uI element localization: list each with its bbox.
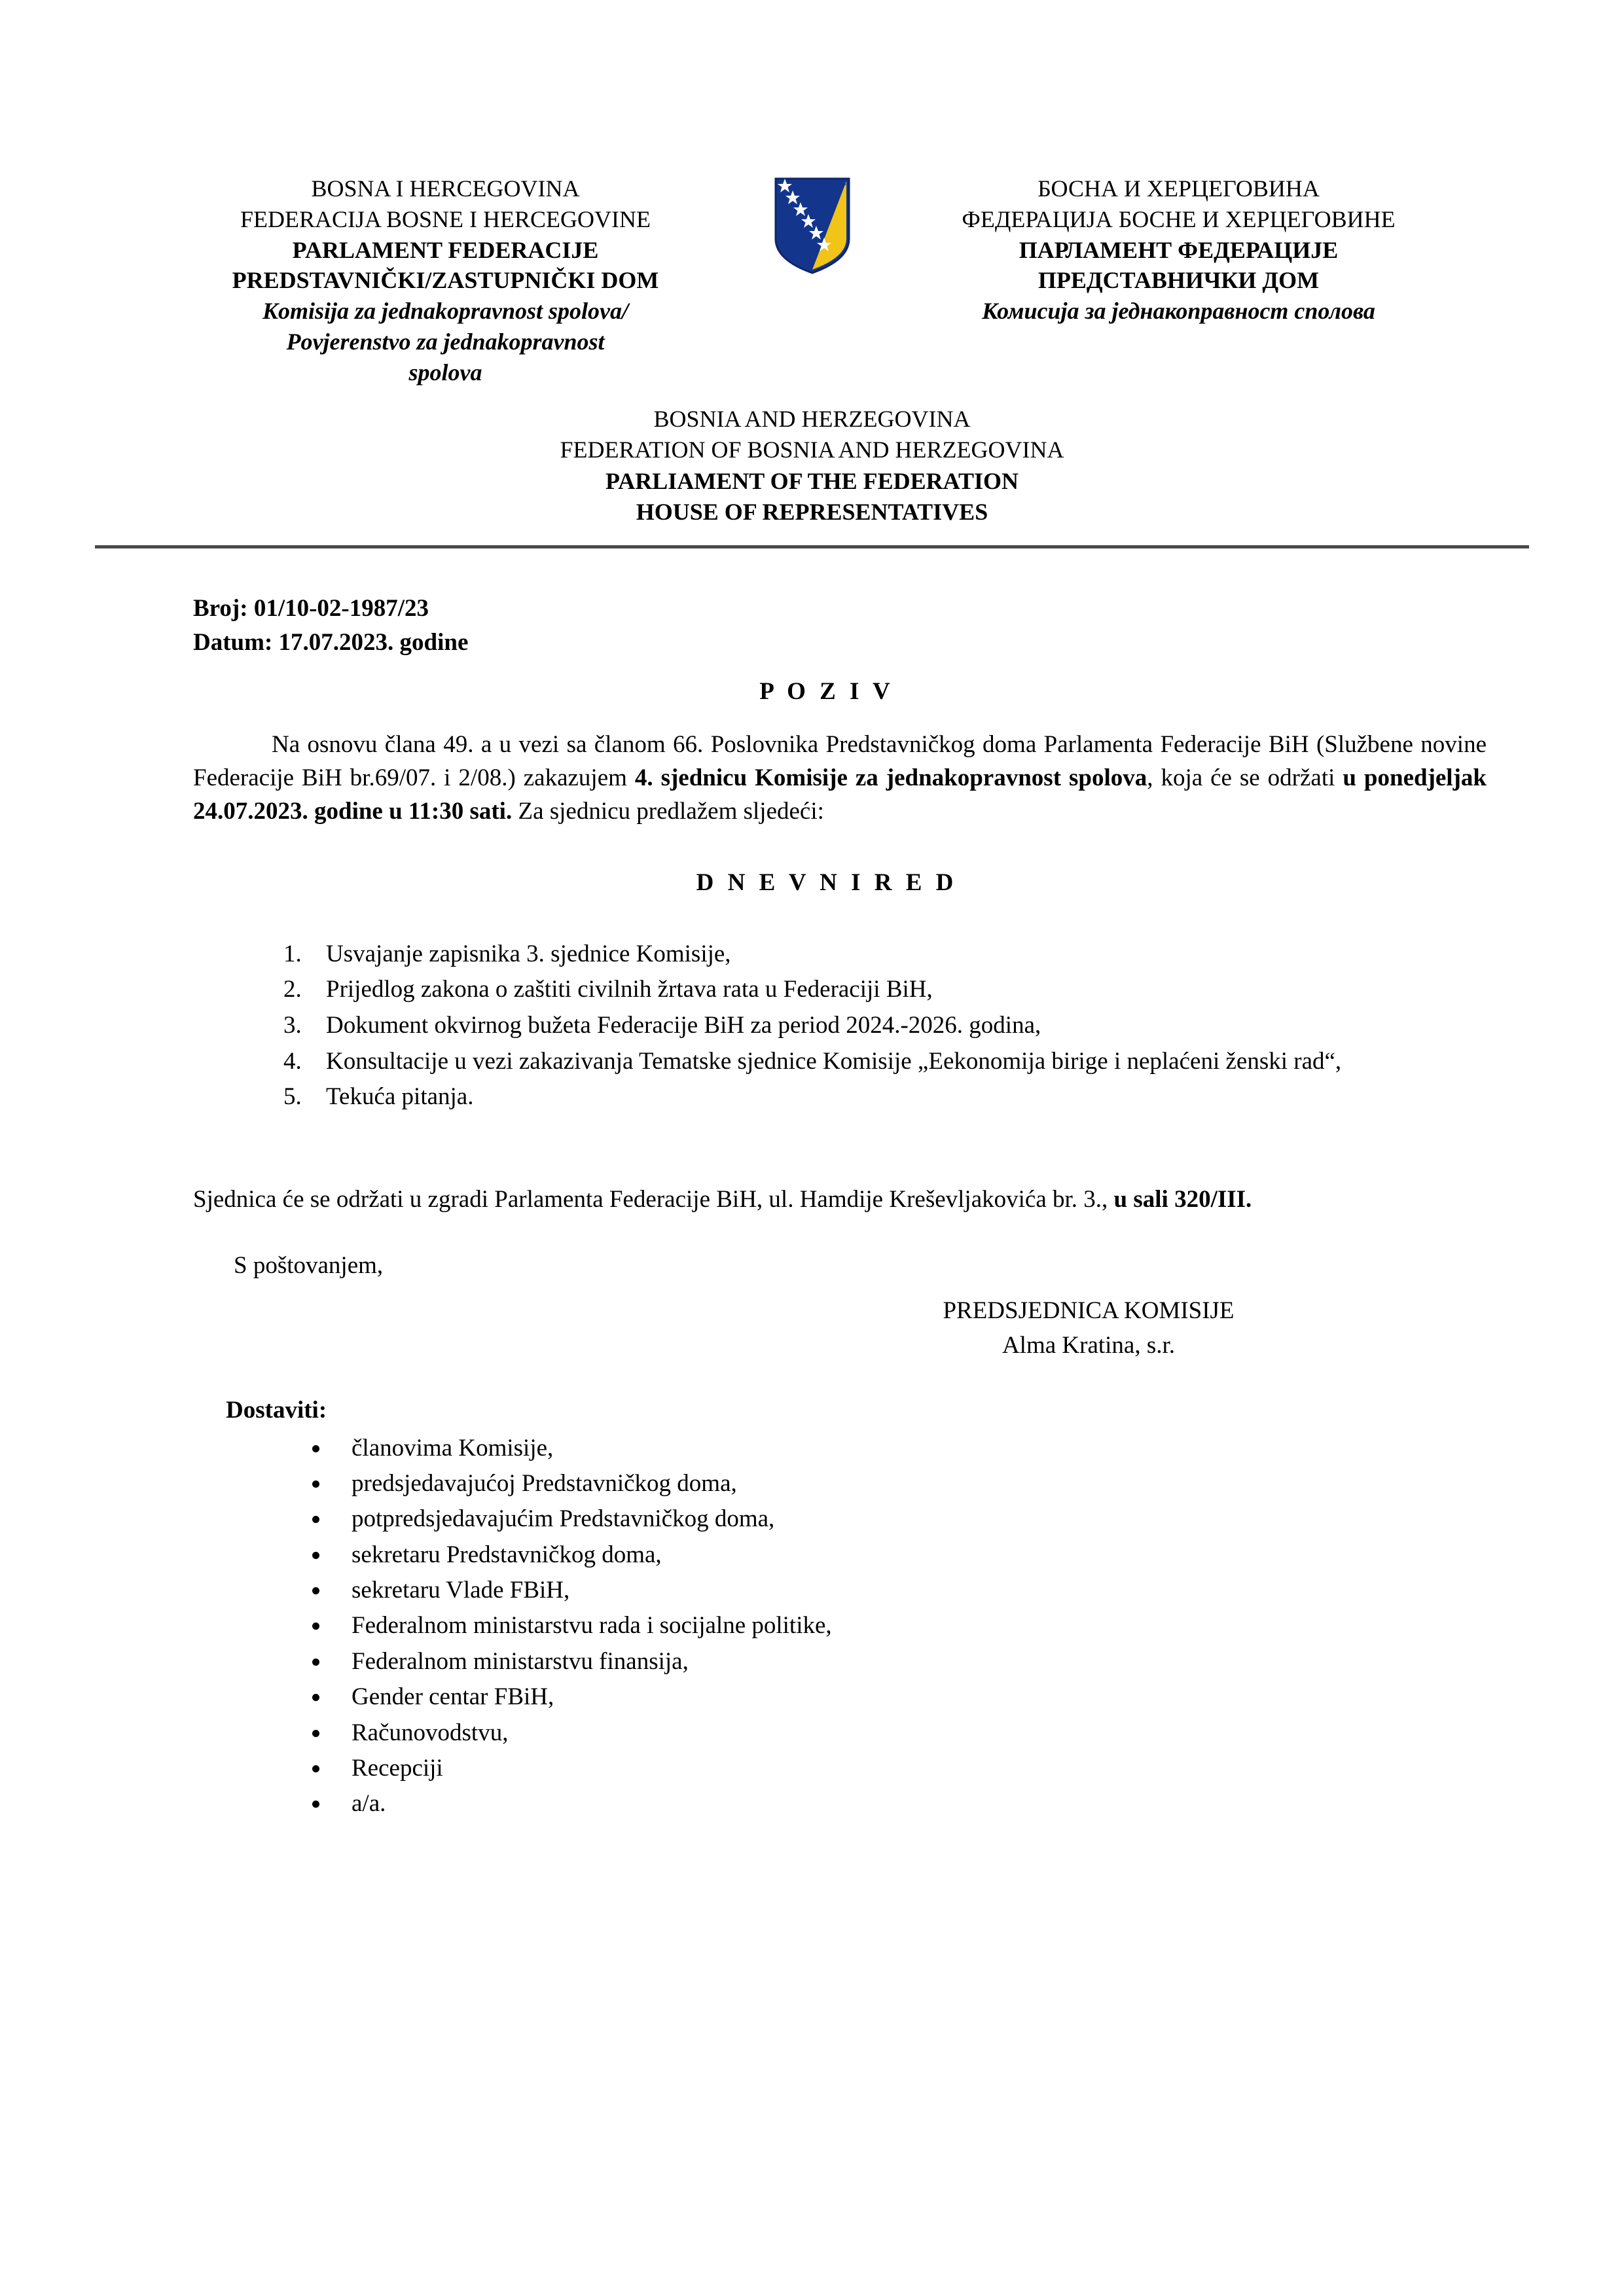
document-number: Broj: 01/10-02-1987/23 bbox=[193, 594, 429, 622]
intro-part-1: Na osnovu člana 49. a u vezi sa članom 66. Poslovnika Predstavničkog doma Parlamenta Federacije BiH (Službene novine Federacije BiH br.69/07. i 2/08.) zakazujem bbox=[193, 730, 1487, 791]
document-date: Datum: 17.07.2023. godine bbox=[193, 629, 469, 656]
distribution-label: Dostaviti: bbox=[226, 1396, 327, 1424]
list-item: • Recepciji bbox=[331, 1751, 1487, 1786]
letterhead-right-line-4: ПРЕДСТАВНИЧКИ ДОМ bbox=[1038, 267, 1320, 294]
intro-bold-1: 4. sjednicu Komisije za jednakopravnost spolova bbox=[634, 764, 1147, 791]
list-item: • a/a. bbox=[331, 1786, 1487, 1821]
list-item: • članovima Komisije, bbox=[331, 1431, 1487, 1466]
coat-of-arms-icon bbox=[747, 173, 878, 276]
distribution-list bbox=[193, 1431, 1487, 1822]
letterhead-bosnian-latin bbox=[158, 173, 747, 388]
letterhead-right-line-2: ФЕДЕРАЦИЈА БОСНЕ И ХЕРЦЕГОВИНЕ bbox=[962, 206, 1396, 232]
list-item: 1. Usvajanje zapisnika 3. sjednice Komisije, bbox=[308, 937, 1487, 972]
letterhead-right-line-5: Комисија за једнакоправност сполова bbox=[982, 298, 1375, 325]
letterhead-bosnian-cyrillic bbox=[878, 173, 1467, 327]
list-item: • Računovodstvu, bbox=[331, 1715, 1487, 1751]
signer-name: Alma Kratina, s.r. bbox=[1001, 1331, 1176, 1359]
list-item: 4. Konsultacije u vezi zakazivanja Tematske sjednice Komisije „Eekonomija birige i neplaćeni ženski rad“, bbox=[308, 1045, 1487, 1079]
document-body bbox=[0, 592, 1624, 1822]
location-paragraph bbox=[193, 1183, 1487, 1217]
letterhead-english bbox=[0, 404, 1624, 528]
agenda-title: D N E V N I R E D bbox=[696, 869, 958, 896]
location-room: u sali 320/III. bbox=[1113, 1185, 1252, 1213]
location-text: Sjednica će se održati u zgradi Parlamenta Federacije BiH, ul. Hamdije Kreševljakovića br. 3., bbox=[193, 1185, 1114, 1213]
list-item: • sekretaru Predstavničkog doma, bbox=[331, 1537, 1487, 1573]
letterhead-left-line-3: PARLAMENT FEDERACIJE bbox=[292, 236, 599, 263]
letterhead-left-line-6: Povjerenstvo za jednakopravnost bbox=[286, 328, 605, 355]
list-item: • sekretaru Vlade FBiH, bbox=[331, 1573, 1487, 1608]
letterhead-right-line-3: ПАРЛАМЕНТ ФЕДЕРАЦИЈЕ bbox=[1019, 236, 1339, 263]
list-item: 5. Tekuća pitanja. bbox=[308, 1080, 1487, 1115]
page-title: P O Z I V bbox=[759, 677, 894, 705]
letterhead-left-line-2: FEDERACIJA BOSNE I HERCEGOVINE bbox=[240, 206, 651, 232]
intro-part-3: Za sjednicu predlažem sljedeći: bbox=[512, 797, 824, 825]
letterhead bbox=[0, 0, 1624, 388]
list-item: • potpredsjedavajućim Predstavničkog doma, bbox=[331, 1501, 1487, 1537]
intro-bold-2: u ponedjeljak 24.07.2023. godine u 11:30 sati. bbox=[193, 764, 1487, 825]
letterhead-left-line-4: PREDSTAVNIČKI/ZASTUPNIČKI DOM bbox=[232, 267, 659, 294]
list-item: 2. Prijedlog zakona o zaštiti civilnih žrtava rata u Federaciji BiH, bbox=[308, 973, 1487, 1007]
letterhead-left-line-7: spolova bbox=[408, 359, 482, 386]
list-item: 3. Dokument okvirnog bužeta Federacije BiH za period 2024.-2026. godina, bbox=[308, 1009, 1487, 1043]
letterhead-english-line-3: PARLIAMENT OF THE FEDERATION bbox=[605, 467, 1019, 494]
signature-block bbox=[193, 1294, 1487, 1363]
intro-part-2: , koja će se održati bbox=[1147, 764, 1343, 791]
list-item: • Gender centar FBiH, bbox=[331, 1679, 1487, 1715]
list-item: • predsjedavajućoj Predstavničkog doma, bbox=[331, 1466, 1487, 1501]
letterhead-left-line-1: BOSNA I HERCEGOVINA bbox=[311, 175, 580, 202]
document-meta bbox=[193, 592, 1487, 660]
letterhead-english-line-1: BOSNIA AND HERZEGOVINA bbox=[653, 405, 971, 432]
signer-title: PREDSJEDNICA KOMISIJE bbox=[943, 1297, 1235, 1325]
intro-paragraph bbox=[193, 728, 1487, 828]
letterhead-english-line-4: HOUSE OF REPRESENTATIVES bbox=[636, 499, 988, 526]
header-divider bbox=[95, 545, 1529, 548]
letterhead-right-line-1: БОСНА И ХЕРЦЕГОВИНА bbox=[1038, 175, 1320, 202]
letterhead-left-line-5: Komisija za jednakopravnost spolova/ bbox=[262, 298, 629, 325]
agenda-list bbox=[193, 937, 1487, 1115]
regards-text: S poštovanjem, bbox=[234, 1252, 384, 1280]
list-item: • Federalnom ministarstvu finansija, bbox=[331, 1644, 1487, 1679]
list-item: • Federalnom ministarstvu rada i socijalne politike, bbox=[331, 1608, 1487, 1643]
letterhead-english-line-2: FEDERATION OF BOSNIA AND HERZEGOVINA bbox=[560, 437, 1064, 463]
